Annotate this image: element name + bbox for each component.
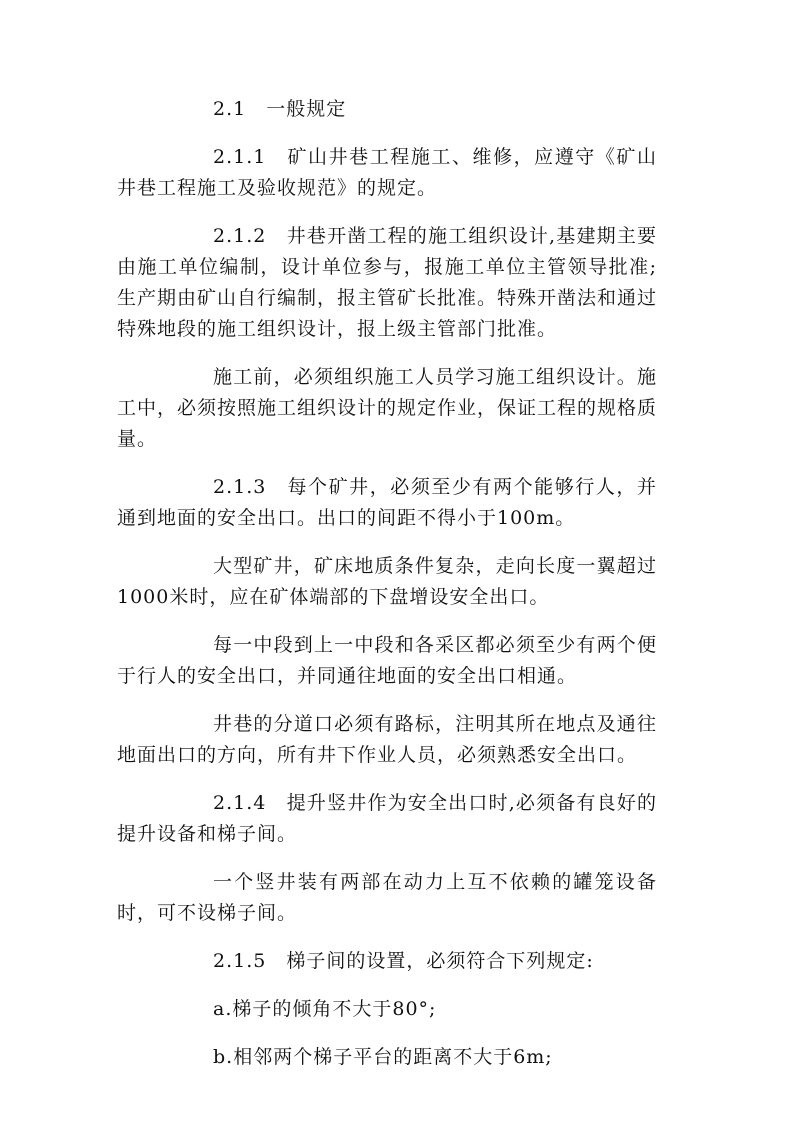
paragraph-cage-exception: 一个竖井装有两部在动力上互不依赖的罐笼设备时，可不设梯子间。: [117, 871, 657, 924]
paragraph-2-1-5: 2.1.5 梯子间的设置，必须符合下列规定:: [213, 950, 594, 972]
paragraph-2-1-4: 2.1.4 提升竖井作为安全出口时,必须备有良好的提升设备和梯子间。: [117, 792, 657, 845]
paragraph-each-level: 每一中段到上一中段和各采区都必须至少有两个便于行人的安全出口，并同通往地面的安全出口相通。: [117, 634, 657, 687]
paragraph-2-1-2: 2.1.2 井巷开凿工程的施工组织设计,基建期主要由施工单位编制，设计单位参与，报施工单位主管领导批准;生产期由矿山自行编制，报主管矿长批准。特殊开凿法和通过特殊地段的施工组织设计，报上级主管部门批准。: [117, 225, 658, 340]
paragraph-large-mine: 大型矿井，矿床地质条件复杂，走向长度一翼超过1000米时，应在矿体端部的下盘增设安全出口。: [117, 555, 657, 608]
paragraph-2-1-1: 2.1.1 矿山井巷工程施工、维修，应遵守《矿山井巷工程施工及验收规范》的规定。: [117, 146, 657, 199]
paragraph-signage: 井巷的分道口必须有路标，注明其所在地点及通往地面出口的方向，所有井下作业人员，必须熟悉安全出口。: [117, 713, 657, 766]
list-item-b: b.相邻两个梯子平台的距离不大于6m;: [213, 1046, 553, 1068]
paragraph-2-1-3: 2.1.3 每个矿井，必须至少有两个能够行人，并通到地面的安全出口。出口的间距不得小于100m。: [117, 476, 657, 529]
list-item-a: a.梯子的倾角不大于80°;: [213, 998, 437, 1020]
section-heading: 2.1 一般规定: [213, 98, 347, 120]
paragraph-construction-prep: 施工前，必须组织施工人员学习施工组织设计。施工中，必须按照施工组织设计的规定作业，保证工程的规格质量。: [117, 366, 658, 450]
